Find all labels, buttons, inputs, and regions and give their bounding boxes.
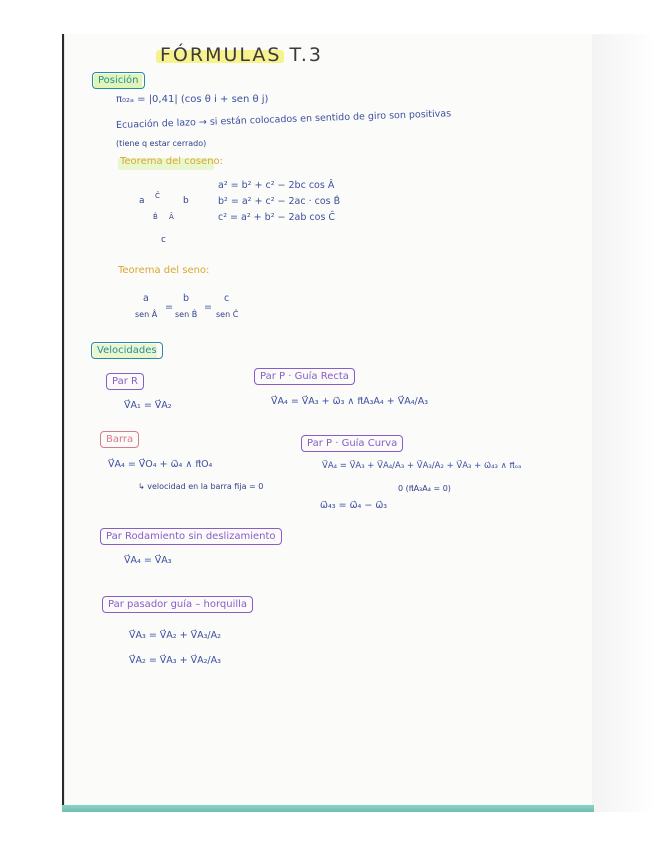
pasador-formula-2: V⃗A₂ = V⃗A₃ + V⃗A₂/A₃ xyxy=(129,655,221,666)
seno-label: Teorema del seno: xyxy=(118,265,210,276)
barra-label: Barra xyxy=(100,431,139,448)
triangle-side-a: a xyxy=(139,196,145,206)
seno-eq-sign-1: = xyxy=(165,302,173,313)
triangle-side-c: c xyxy=(161,235,166,245)
par-r-label: Par R xyxy=(106,373,144,390)
pasador-formula-1: V⃗A₃ = V⃗A₂ + V⃗A₃/A₂ xyxy=(129,630,221,641)
rodamiento-label: Par Rodamiento sin deslizamiento xyxy=(100,528,282,545)
velocidades-label: Velocidades xyxy=(91,342,163,359)
seno-num-a: a xyxy=(143,293,149,304)
barra-note: ↳ velocidad en la barra fija = 0 xyxy=(138,482,264,491)
ecuacion-lazo-text: Ecuación de lazo → si están colocados en sentido de giro son positivas xyxy=(115,108,452,131)
coseno-eq-1: a² = b² + c² − 2bc cos Â xyxy=(218,180,335,191)
triangle-angle-b: B̂ xyxy=(153,213,158,221)
seno-num-c: c xyxy=(224,293,230,304)
page-shadow xyxy=(592,34,655,812)
coseno-eq-2: b² = a² + c² − 2ac · cos B̂ xyxy=(218,196,341,207)
rodamiento-formula: V⃗A₄ = V⃗A₃ xyxy=(124,555,172,566)
triangle-angle-c: Ĉ xyxy=(155,192,160,200)
barra-formula: V⃗A₄ = V⃗O₄ + ω⃗₄ ∧ π⃗O₄ xyxy=(108,459,213,470)
guia-curva-formula-1: V⃗A₄ = V⃗A₃ + V⃗A₄/A₃ + V⃗A₃/A₂ + V⃗A₃ + ω⃗₄₃ ∧ π⃗ₒₐ xyxy=(322,461,522,471)
guia-curva-formula-1-under: 0 (π⃗A₃A₄ = 0) xyxy=(398,484,451,493)
seno-num-b: b xyxy=(183,293,190,304)
seno-eq-sign-2: = xyxy=(204,302,212,313)
posicion-label: Posición xyxy=(92,72,145,89)
guia-recta-label: Par P · Guía Recta xyxy=(254,368,355,385)
coseno-eq-3: c² = a² + b² − 2ab cos Ĉ xyxy=(218,212,336,223)
coseno-label: Teorema del coseno: xyxy=(120,156,224,167)
triangle-side-b: b xyxy=(183,196,189,206)
par-r-formula: V⃗A₁ = V⃗A₂ xyxy=(124,400,172,411)
guia-recta-formula: V⃗A₄ = V⃗A₃ + ω⃗₃ ∧ π⃗A₃A₄ + V⃗A₄/A₃ xyxy=(271,396,429,407)
seno-den-b: sen B̂ xyxy=(175,310,198,319)
notebook-page xyxy=(62,34,594,812)
guia-curva-formula-2: ω⃗₄₃ = ω⃗₄ − ω⃗₃ xyxy=(320,500,388,511)
page-title: FÓRMULAS T.3 xyxy=(160,44,323,66)
triangle-angle-a: Â xyxy=(169,213,174,221)
ecuacion-lazo-note: (tiene q estar cerrado) xyxy=(116,139,207,148)
seno-den-a: sen Â xyxy=(135,310,158,319)
seno-den-c: sen Ĉ xyxy=(216,310,239,319)
pasador-label: Par pasador guía – horquilla xyxy=(102,596,253,613)
posicion-formula: π₀₂ₐ = |0,41| (cos θ i + sen θ j) xyxy=(116,94,269,105)
guia-curva-label: Par P · Guía Curva xyxy=(301,435,403,452)
page-bottom-edge xyxy=(62,805,594,812)
